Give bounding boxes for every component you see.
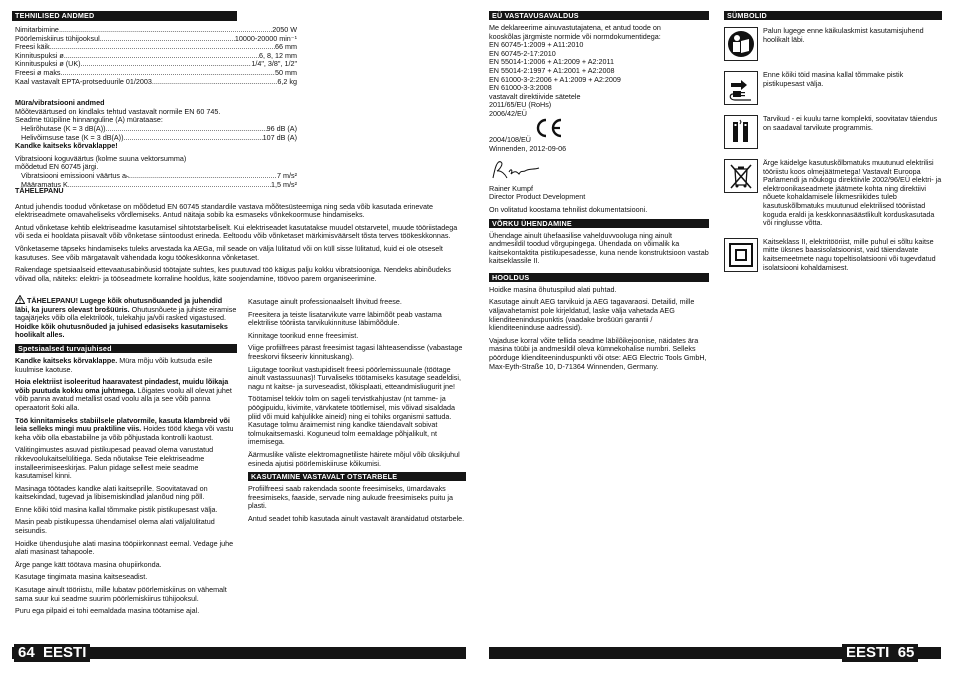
read-manual-icon bbox=[724, 27, 758, 61]
signature-image bbox=[489, 156, 549, 182]
eu-declaration-line: EN 61000-3-3:2008 bbox=[489, 83, 552, 93]
vibration-intro-2: mõõdetud EN 60745 järgi. bbox=[15, 162, 99, 172]
symbol-text: Ärge käidelge kasutuskõlbmatuks muutunud elektrilisi tööriistu koos olmejäätmetega! Vastavalt Euroopa Parlamendi ja nõukogu direktiivile 2002/96/EÜ elektri- ja elektroonikaseadmete jäätmete kohta ning direktiivi nõuete kohaldamisele liikmesriikides tuleb kasutuskõlbmatuks muutunud elektrilised tööriistad koguda eraldi ja keskkonnasäästlikult korduskasutada või ringlusse võtta. bbox=[763, 158, 942, 228]
special-text-1: Müra mõju võib kutsuda esile kuulmise kaotuse. bbox=[15, 355, 213, 374]
accessories-icon bbox=[724, 115, 758, 149]
attention-block bbox=[15, 187, 465, 283]
ce-mark-icon bbox=[533, 117, 563, 139]
tech-data-header: TEHNILISED ANDMED bbox=[12, 11, 237, 20]
usage-paragraph: Viige profiilfrees pärast freesimist tagasi lähteasendisse (vabastage freeskorvi fikseeriv kinnituskang). bbox=[248, 343, 463, 361]
symbol-text: Kaitseklass II, elektritööriist, mille puhul ei sõltu kaitse mitte üksnes baasisolatsioonist, vaid täiendavate kaitsemeetmete nagu topeltisolatsiooni või tugevdatud isolatsiooni kohaldamisest. bbox=[763, 236, 936, 272]
class-ii-icon bbox=[724, 238, 758, 272]
tech-data-row: Freesi ø maks. ..... 50 mm bbox=[15, 69, 297, 78]
maintenance-paragraph: Hoidke masina õhutuspilud alati puhtad. bbox=[489, 284, 617, 294]
warning-triangle-icon bbox=[15, 295, 25, 304]
tech-data-row: Pöörlemiskiirus tühijooksul ..... 10000-20000 min⁻¹ bbox=[15, 35, 297, 44]
unplug-icon bbox=[724, 71, 758, 105]
usage-paragraph: Äärmuslike väliste elektromagnetiliste häirete mõjul võib üksikjuhul esineda ajutisi pöörlemiskiiruse kõikumisi. bbox=[248, 449, 460, 468]
tech-data-row: Freesi käik ..... 66 mm bbox=[15, 43, 297, 52]
noise-title: Müra/vibratsiooni andmed bbox=[15, 98, 105, 108]
eu-declaration-line: EN 55014-1:2006 + A1:2009 + A2:2011 bbox=[489, 57, 614, 67]
tech-data-row: Kaal vastavalt EPTA-protseduurile 01/2003 ..... 6,2 kg bbox=[15, 78, 297, 87]
attention-paragraph: Võnketaseme täpseks hindamiseks tuleks arvestada ka AEGa, mil seade on välja lülitatud või on küll sisse lülitatud, kuid ei ole otseselt kasutuses. See võib märgatavalt vähendada kogu töökeskkonna võnketaset. bbox=[15, 243, 443, 262]
symbol-row bbox=[724, 238, 942, 272]
vibration-intro-1: Vibratsiooni koguväärtus (kolme suuna vektorsumma) bbox=[15, 153, 187, 163]
tech-data-row: Nimitarbimine ..... 2050 W bbox=[15, 26, 297, 35]
warning-bold-2: Hoidke kõik ohutusnõuded ja juhised edasiseks kasutamiseks hoolikalt alles. bbox=[15, 321, 228, 340]
special-paragraph: Kasutage ainult tööriistu, mille lubatav pöörlemiskiirus on vähemalt sama suur kui seadme suurim pöörlemiskiirus tühijooksul. bbox=[15, 585, 227, 603]
intended-use-paragraph: Antud seadet tohib kasutada ainult vastavalt äranäidatud otstarbele. bbox=[248, 513, 465, 523]
symbols-header: SÜMBOLID bbox=[724, 11, 942, 20]
tech-data-row: Kinnituspuksi ø ..... 6, 8, 12 mm bbox=[15, 52, 297, 61]
intended-use-header: KASUTAMINE VASTAVALT OTSTARBELE bbox=[248, 472, 466, 481]
safety-column bbox=[15, 295, 237, 616]
mains-connection-header: VÕRKU ÜHENDAMINE bbox=[489, 219, 709, 228]
eu-declaration-line: EN 55014-2:1997 + A1:2001 + A2:2008 bbox=[489, 65, 615, 75]
eu-declaration-column bbox=[489, 11, 709, 371]
left-page-label bbox=[14, 644, 90, 662]
special-paragraph: Hoidke ühendusjuhe alati masina tööpiirkonnast eemal. Vedage juhe alati masinast tahapoole. bbox=[15, 538, 234, 557]
signer-name: Rainer Kumpf bbox=[489, 183, 533, 193]
noise-intro-1: Mõõteväärtused on kindlaks tehtud vastavalt normile EN 60 745. bbox=[15, 106, 221, 116]
maintenance-paragraph: Kasutage ainult AEG tarvikuid ja AEG tagavaraosi. Detailid, mille väljavahetamist pole kirjeldatud, laske välja vahetada AEG klienditeeninduspunktis (vaadake brošüüri garantii / klienditeeninduse aadressid). bbox=[489, 297, 695, 333]
page-number: 65 bbox=[897, 644, 915, 661]
usage-paragraph: Töötamisel tekkiv tolm on sageli tervistkahjustav (nt tamme- ja pöögipuidu, kivimite, värvkatete töötlemisel, mis võivad sisaldada pliid või muid kahjulikke aineid) ning ei tohiks organismi sattuda. Kasutage tolmu äraimemist ning kandke täiendavalt sobivat tolmukaitsemaski. Koguneud tolm eemaldage põhjalikult, nt imemisega. bbox=[248, 394, 455, 447]
warning-text-1: Ohutusnõuete ja juhiste eiramise tagajärjeks võib olla elektrilöök, tulekahju ja/või rasked vigastused. bbox=[15, 304, 237, 323]
symbol-text: Enne kõiki töid masina kallal tõmmake pistik pistikupesast välja. bbox=[763, 70, 904, 88]
maintenance-paragraph: Vajaduse korral võite tellida seadme läbilõikejoonise, näidates ära masina tüübi ja andmesildil oleva kümnekohalise numbri. Selleks pöörduge klienditeeninduspunkti või otse: AEG Electric Tools GmbH, Max-Eyth-Straße 10, D-71364 Winnenden, Germany. bbox=[489, 335, 707, 371]
attention-paragraph: Rakendage spetsiaalseid ettevaatusabinõusid töötajate suhtes, kes puutuvad töö käigus palju kokku vibratsiooniga. Nendeks abinõudeks võivad olla, näiteks: elektri- ja tööseadmete korraline hooldus, käte soojendamine, töövoo parem organiseerimine. bbox=[15, 265, 451, 283]
intended-use-paragraph: Profiilfreesi saab rakendada soonte freesimiseks, ümardavaks freesimiseks, faaside, servade ning aukude freesimiseks puitu ja plasti. bbox=[248, 484, 453, 511]
symbol-row bbox=[724, 71, 942, 105]
eu-declaration-line: 2006/42/EÜ bbox=[489, 108, 527, 118]
symbol-row bbox=[724, 27, 942, 61]
warning-bold-1: TÄHELEPANU! Lugege kõik ohutusnõuanded ja juhendid läbi, ka juurers olevast brošüüris. bbox=[15, 296, 223, 314]
eu-declaration-header: EÜ VASTAVUSAVALDUS bbox=[489, 11, 709, 20]
attention-paragraph: Antud võnketase kehtib elektriseadme kasutamisel sihtotstarbeliselt. Kui elektriseadet kasutatakse muudel otstarvetel, muude tööriistadega või seda ei hooldata piisavalt võib võnketase siintoodust erineda. Eeltoodu võib võnketaset märkimisväärselt tõsta terves töökeskkonnas. bbox=[15, 222, 458, 241]
vibration-row: Vibratsiooni emissiooni väärtus aₕ ..... 7 m/s² bbox=[15, 172, 297, 181]
special-paragraph: Enne kõiki töid masina kallal tõmmake pistik pistikupesast välja. bbox=[15, 504, 218, 514]
noise-row: Helivõimsuse tase (K = 3 dB(A)) ..... 107 dB (A) bbox=[15, 134, 297, 143]
svg-text:CE: CE bbox=[532, 116, 535, 118]
special-bold-1: Kandke kaitseks kõrvaklappe. bbox=[15, 355, 118, 365]
eu-declaration-line: Me deklareerime ainuvastutajatena, et antud toode on bbox=[489, 23, 661, 32]
mains-connection-text: Ühendage ainult ühefaasilise vahelduvvooluga ning ainult andmesildil toodud võrgupingega. Ühendada on võimalik ka kaitsekontaktita pistikupesadesse, kuna nende konstruktsioon vastab kaitseklassile II. bbox=[489, 230, 709, 266]
language-label: EESTI bbox=[846, 644, 890, 661]
eu-declaration-line: vastavalt direktiivide sätetele bbox=[489, 91, 581, 101]
special-paragraph: Kasutage tingimata masina kaitseseadist. bbox=[15, 572, 148, 582]
special-paragraph: Masin peab pistikupessa ühendamisel olema alati väljalülitatud seisundis. bbox=[15, 517, 215, 536]
authorized-note: On volitatud koostama tehnilist dokumentatsiooni. bbox=[489, 204, 648, 214]
special-paragraph: Puru ega pilpaid ei tohi eemaldada masina töötamise ajal. bbox=[15, 606, 200, 616]
eu-declaration-line: EN 61000-3-2:2006 + A1:2009 + A2:2009 bbox=[489, 74, 621, 84]
right-page-label bbox=[842, 644, 918, 662]
eu-declaration-line: 2011/65/EU (RoHs) bbox=[489, 100, 552, 110]
usage-paragraph: Liigutage toorikut vastupidiselt freesi pöörlemissuunale (töötage ainult vastassuunas)! Turvaliseks töötamiseks kasutage seadeldisi, nagu nt kaitse- ja surveseadist, tõkisplaati, etteandmisliugurit jne! bbox=[248, 364, 461, 391]
usage-paragraph: Kasutage ainult professionaalselt lihvitud freese. bbox=[248, 297, 402, 306]
vibration-row: Määramatus K ..... 1,5 m/s² bbox=[15, 181, 297, 190]
page-number: 64 bbox=[18, 644, 35, 661]
weee-bin-icon bbox=[724, 159, 758, 193]
noise-row: Helirõhutase (K = 3 dB(A)) ..... 96 dB (A) bbox=[15, 125, 297, 134]
attention-title: TÄHELEPANU bbox=[15, 186, 64, 195]
special-paragraph: Masinaga töötades kandke alati kaitseprille. Soovitatavad on kaitsekindad, tugevad ja libisemiskindlad jalanõud ning põll. bbox=[15, 483, 208, 502]
usage-column bbox=[248, 298, 466, 523]
eu-declaration-line: kooskõlas järgmiste normide või normdokumentidega: bbox=[489, 31, 661, 41]
signer-role: Director Product Development bbox=[489, 192, 586, 202]
eu-directive: 2004/108/EÜ bbox=[489, 134, 531, 144]
usage-paragraph: Freesitera ja teiste lisatarvikute varre läbimõõt peab vastama elektrilise tööriista tarvikukinnituse läbimõõdule. bbox=[248, 309, 442, 328]
special-text-2: Lõigates voolu all olevat juhet võib panna avatud metallist osad voolu alla ja see võib panna operaatorit šoki alla. bbox=[15, 385, 232, 412]
maintenance-header: HOOLDUS bbox=[489, 273, 709, 282]
special-paragraph: Ärge pange kätt töötava masina ohupiirkonda. bbox=[15, 559, 162, 569]
usage-paragraph: Kinnitage toorikud enne freesimist. bbox=[248, 330, 359, 340]
tech-data-table bbox=[15, 26, 297, 189]
special-bold-2: Hoia elektriist isoleeritud haaravatest pindadest, muidu lõikaja võib puutuda kokku oma juhtmega. bbox=[15, 377, 229, 395]
special-safety-header: Spetsiaalsed turvajuhised bbox=[15, 344, 237, 353]
special-bold-3: Töö kinnitamiseks stabiilsele platvormile, kasuta klambreid või leia selleks mingi muu praktiline viis. bbox=[15, 415, 230, 434]
symbol-text: Tarvikud - ei kuulu tarne komplekti, soovitatav täiendus on saadaval tarvikute programmis. bbox=[763, 114, 938, 132]
tech-data-column bbox=[12, 11, 468, 21]
tech-data-row: Kinnituspuksi ø (UK) ..... 1/4", 3/8", 1/2" bbox=[15, 60, 297, 69]
noise-intro-2: Seadme tüüpiline hinnanguline (A) mürataase: bbox=[15, 115, 163, 125]
special-text-3: Hoides tööd käega või vastu keha võib olla ebastabiilne ja võib põhjustada kontrolli kaotust. bbox=[15, 424, 234, 442]
special-paragraph: Välitingimustes asuvad pistikupesad peavad olema varustatud rikkevoolukaitselülitiega. Seda nõutakse Teie elektriseadme installeerimiseeskirjas. Palun pidage sellest meie seadme kasutamisel kinni. bbox=[15, 445, 214, 481]
eu-declaration-line: EN 60745-2-17:2010 bbox=[489, 48, 556, 58]
eu-declaration-line: EN 60745-1:2009 + A11:2010 bbox=[489, 40, 584, 50]
symbols-column bbox=[724, 11, 942, 282]
language-label: EESTI bbox=[43, 644, 87, 661]
ear-protection-note: Kandke kaitseks kõrvaklappe! bbox=[15, 141, 118, 151]
symbol-text: Palun lugege enne käikulaskmist kasutamisjuhend hoolikalt läbi. bbox=[763, 26, 924, 44]
symbol-row bbox=[724, 159, 942, 228]
eu-place-date: Winnenden, 2012-09-06 bbox=[489, 143, 567, 153]
symbol-row bbox=[724, 115, 942, 149]
attention-paragraph: Antud juhendis toodud võnketase on mõõdetud EN 60745 standardile vastava mõõtesüsteemiga ning seda võib kasutada erinevate elektriseadmete omavaheliseks võrdlemiseks. Antud näitaja sobib ka esmaseks võnkekoormuse hindamiseks. bbox=[15, 201, 433, 220]
